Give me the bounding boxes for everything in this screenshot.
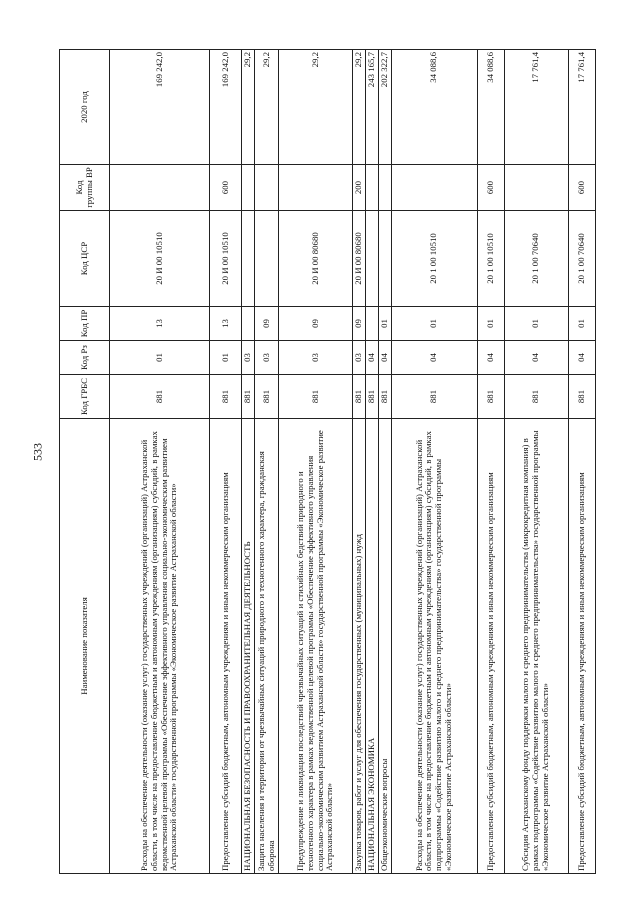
header-rz: Код Рз [60,341,110,375]
row-amount: 34 088,6 [391,50,477,165]
row-amount: 169 242,0 [110,50,210,165]
row-amount: 29,2 [353,50,366,165]
row-rz: 04 [568,341,595,375]
table-row [353,50,366,874]
row-name: Защита населения и территории от чрезвычайных ситуаций природного и техногенного характера, гражданская оборона [255,419,279,874]
row-grbs: 881 [391,375,477,419]
row-vr: 600 [477,165,504,211]
row-rz: 03 [353,341,366,375]
row-csr [242,211,255,307]
row-amount: 243 165,7 [366,50,379,165]
row-name: Расходы на обеспечение деятельности (оказание услуг) государственных учреждений (организаций) Астраханской области, в том числе на предоставление бюджетным и автономным учреждениям (организациям) субсидий, в рамках ведомственной целевой программы «Обеспечение эффективного управления социально-экономическим развитием Астраханской области» государственной программы «Экономическое развитие Астраханской области» [110,419,210,874]
row-grbs: 881 [477,375,504,419]
row-csr [255,211,279,307]
row-vr [391,165,477,211]
row-vr: 600 [568,165,595,211]
row-pr: 01 [477,307,504,341]
row-amount: 29,2 [255,50,279,165]
row-grbs: 881 [242,375,255,419]
table-row [279,50,353,874]
row-vr [255,165,279,211]
table-row [568,50,595,874]
row-pr: 09 [255,307,279,341]
row-vr: 600 [210,165,242,211]
row-csr: 20 1 00 70640 [504,211,568,307]
row-name: Расходы на обеспечение деятельности (оказание услуг) государственных учреждений (организаций) Астраханской области, в том числе на предоставление бюджетным и автономным учреждениям (организациям) субсидий, в рамках подпрограммы «Содействие развитию малого и среднего предпринимательства» государственной программы «Экономическое развитие Астраханской области» [391,419,477,874]
row-name: Предоставление субсидий бюджетным, автономным учреждениям и иным некоммерческим организациям [210,419,242,874]
budget-table [59,49,596,874]
row-amount: 29,2 [279,50,353,165]
row-name: НАЦИОНАЛЬНАЯ ЭКОНОМИКА [366,419,379,874]
row-grbs: 881 [255,375,279,419]
row-rz: 04 [378,341,391,375]
row-grbs: 881 [110,375,210,419]
row-amount: 29,2 [242,50,255,165]
page-number: 533 [30,443,45,461]
row-rz: 03 [255,341,279,375]
row-rz: 01 [210,341,242,375]
row-csr: 20 1 00 10510 [391,211,477,307]
row-csr: 20 И 00 80680 [279,211,353,307]
row-amount: 202 322,7 [378,50,391,165]
row-grbs: 881 [210,375,242,419]
row-rz: 04 [391,341,477,375]
row-pr: 01 [378,307,391,341]
row-grbs: 881 [353,375,366,419]
row-amount: 34 088,6 [477,50,504,165]
row-csr [366,211,379,307]
header-csr: Код ЦСР [60,211,110,307]
row-rz: 04 [477,341,504,375]
row-csr: 20 И 00 10510 [110,211,210,307]
row-name: НАЦИОНАЛЬНАЯ БЕЗОПАСНОСТЬ И ПРАВООХРАНИТЕЛЬНАЯ ДЕЯТЕЛЬНОСТЬ [242,419,255,874]
table-row [255,50,279,874]
row-vr: 200 [353,165,366,211]
table-row [210,50,242,874]
header-grbs: Код ГРБС [60,375,110,419]
row-pr: 09 [353,307,366,341]
row-name: Предоставление субсидий бюджетным, автономным учреждениям и иным некоммерческим организациям [477,419,504,874]
row-vr [242,165,255,211]
row-amount: 17 761,4 [568,50,595,165]
row-vr [378,165,391,211]
row-pr: 01 [391,307,477,341]
row-csr: 20 И 00 10510 [210,211,242,307]
header-pr: Код ПР [60,307,110,341]
row-csr [378,211,391,307]
table-row [366,50,379,874]
row-rz: 04 [366,341,379,375]
table-header-row [60,50,110,874]
row-pr [366,307,379,341]
table-row [504,50,568,874]
row-csr: 20 1 00 70640 [568,211,595,307]
row-name: Закупка товаров, работ и услуг для обеспечения государственных (муниципальных) нужд [353,419,366,874]
table-row [477,50,504,874]
row-pr: 09 [279,307,353,341]
row-amount: 169 242,0 [210,50,242,165]
row-grbs: 881 [279,375,353,419]
row-grbs: 881 [366,375,379,419]
budget-table-container [59,50,586,874]
row-grbs: 881 [378,375,391,419]
table-row [391,50,477,874]
row-rz: 01 [110,341,210,375]
row-pr: 13 [110,307,210,341]
row-name: Общеэкономические вопросы [378,419,391,874]
row-pr [242,307,255,341]
table-row [110,50,210,874]
row-name: Предупреждение и ликвидация последствий чрезвычайных ситуаций и стихийных бедствий природного и техногенного характера в рамках ведомственной целевой программы «Обеспечение эффективного управления социально-экономическим развитием Астраханской области» государственной программы «Экономическое развитие Астраханской области» [279,419,353,874]
row-vr [366,165,379,211]
row-csr: 20 1 00 10510 [477,211,504,307]
row-vr [504,165,568,211]
row-name: Предоставление субсидий бюджетным, автономным учреждениям и иным некоммерческим организациям [568,419,595,874]
row-amount: 17 761,4 [504,50,568,165]
header-name: Наименование показателя [60,419,110,874]
row-name: Субсидия Астраханскому фонду поддержки малого и среднего предпринимательства (микрокредитная компания) в рамках подпрограммы «Содействие развитию малого и среднего предпринимательства» государственной программы «Экономическое развитие Астраханской области» [504,419,568,874]
row-pr: 13 [210,307,242,341]
table-row [378,50,391,874]
header-year: 2020 год [60,50,110,165]
row-csr: 20 И 00 80680 [353,211,366,307]
row-pr: 01 [504,307,568,341]
row-rz: 03 [279,341,353,375]
row-rz: 03 [242,341,255,375]
row-pr: 01 [568,307,595,341]
row-vr [279,165,353,211]
row-vr [110,165,210,211]
row-grbs: 881 [504,375,568,419]
row-grbs: 881 [568,375,595,419]
table-row [242,50,255,874]
row-rz: 04 [504,341,568,375]
header-vr: Код группы ВР [60,165,110,211]
